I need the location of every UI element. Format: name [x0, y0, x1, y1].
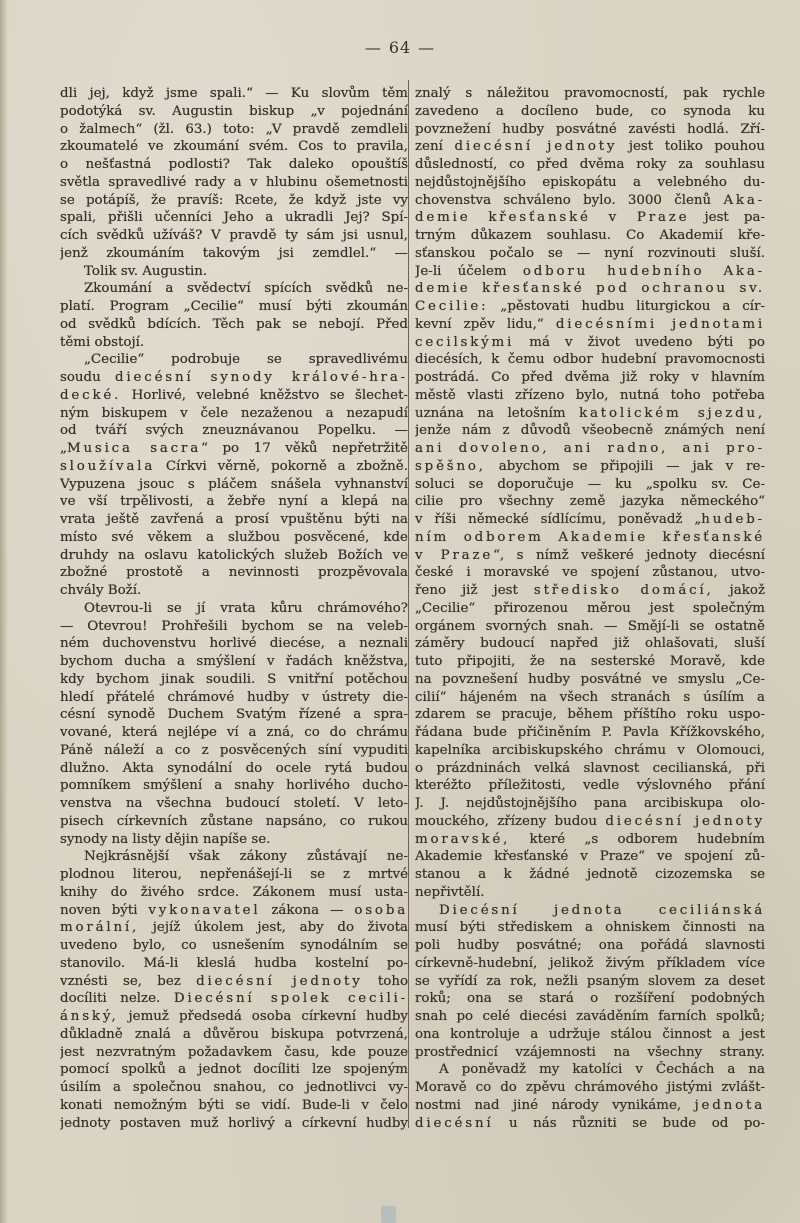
text-line: světla spravedlivé rady a v hlubinu ošemetnosti — [60, 174, 408, 190]
text-line: nejdůstojnějšího episkopátu a velebného du- — [415, 174, 765, 190]
text-line: ném duchovenstvu horlivé diecése, a neznali — [60, 636, 408, 652]
text-line: cilií“ hájeném na všech stranách s úsílím a — [415, 689, 765, 705]
text-line: o nešťastná podlosti? Tak daleko opouštíš — [60, 157, 408, 172]
text-line: církevně-hudební, jelikož živým příkladem více — [415, 955, 765, 971]
text-line: ným biskupem v čele nezaženou a nezapudí — [60, 405, 408, 421]
text-line: kevní zpěv lidu,“ diecésními jednotami — [415, 316, 765, 332]
text-column-left — [60, 85, 408, 1132]
text-line: A poněvadž my katolíci v Čechách a na — [439, 1062, 765, 1078]
text-line: v říši německé sídlícímu, poněvadž „hudeb- — [415, 512, 765, 527]
text-line: od svědků bdících. Těch pak se nebojí. Před — [60, 316, 408, 332]
text-line: uvedeno bylo, co usnešením synodálním se — [60, 938, 408, 953]
text-line: moravské, které „s odborem hudebním — [415, 831, 765, 847]
text-line: chvály Boží. — [60, 583, 142, 598]
text-line: „Cecilie“ přirozenou měrou jest společným — [415, 600, 765, 616]
text-line: cilie pro všechny země jazyka německého“ — [415, 494, 765, 510]
text-line: „Musica sacra“ po 17 věků nepřetržitě — [60, 441, 408, 456]
text-line: ona kontroluje a udržuje stálou činnost a jest — [415, 1026, 765, 1042]
text-line: ním odborem Akademie křesťanské — [415, 529, 765, 545]
text-line: zkoumatelé ve zkoumání svém. Cos to pravila, — [60, 139, 408, 155]
text-line: césní synodě Duchem Svatým řízené a spra- — [60, 707, 408, 723]
text-line: uznána na letošním katolickém sjezdu, — [415, 405, 765, 421]
text-line: soudu diecésní synody králové-hra- — [60, 370, 408, 385]
text-line: dli jej, když jsme spali.“ — Ku slovům těm — [60, 86, 408, 101]
text-line: české i moravské ve spojení zůstanou, utvo- — [415, 565, 765, 581]
text-line: Tolik sv. Augustin. — [84, 263, 208, 279]
text-line: cecilskými má v život uvedeno býti po — [415, 334, 765, 350]
text-line: docíliti nelze. Diecésní spolek cecili- — [60, 991, 408, 1007]
text-line: Je-li účelem odboru hudebního Aka- — [415, 263, 765, 279]
text-line: jenž zkoumáním takovým jsi zemdlel.“ — — [60, 245, 408, 261]
text-line: hledí přátelé chrámové hudby v ústrety die- — [60, 689, 408, 705]
text-line: — Otevrou! Prohřešili bychom se na veleb- — [60, 618, 408, 634]
text-line: decké. Horlivé, velebné kněžstvo se šlechet- — [60, 387, 408, 403]
header-dash: — — [364, 38, 382, 57]
text-line: jest nezvratným požadavkem času, kde pouze — [60, 1044, 408, 1060]
text-line: synody na listy dějin napíše se. — [60, 831, 271, 847]
text-line: platí. Program „Cecilie“ musí býti zkoumán — [60, 299, 408, 314]
text-line: snah po celé diecési zaváděním farních spolků; — [415, 1009, 765, 1024]
text-line: se vyřídí za rok, nežli psaným slovem za deset — [415, 973, 765, 989]
text-line: zdarem se pracuje, během příštího roku uspo- — [415, 707, 765, 723]
text-line: Moravě co do zpěvu chrámového jistými zvlášt- — [415, 1080, 765, 1095]
text-line: pomocí spolků a jednot docíliti lze spojeným — [60, 1062, 408, 1078]
text-line: kapelníka arcibiskupského chrámu v Olomouci, — [415, 742, 765, 758]
text-line: knihy do živého srdce. Zákonem musí usta- — [60, 884, 408, 900]
text-line: na povznešení hudby posvátné ve smyslu „Ce- — [415, 671, 765, 687]
text-line: vznésti se, bez diecésní jednoty toho — [60, 973, 408, 989]
text-line: jenže nám z důvodů všeobecně známých není — [415, 423, 765, 439]
text-line: řeno již jest středisko domácí, jakož — [415, 583, 765, 598]
text-line: Otevrou-li se jí vrata kůru chrámového? — [84, 600, 408, 616]
text-line: trným důkazem souhlasu. Co Akademií kře- — [415, 228, 765, 243]
text-line: ani dovoleno, ani radno, ani pro- — [415, 441, 765, 456]
text-line: postrádá. Co před dvěma již roky v hlavním — [415, 370, 765, 385]
text-column-right — [415, 85, 765, 1132]
text-line: Akademie křesťanské v Praze“ ve spojení zů- — [415, 849, 765, 865]
text-line: vrata ještě zavřená a prosí vpuštěnu býti na — [60, 512, 408, 527]
text-line: záměry budoucí napřed již ohlašovati, sluší — [415, 636, 765, 652]
text-line: „Cecilie“ podrobuje se spravedlivému — [84, 352, 408, 368]
text-line: jednoty postaven muž horlivý a církevní hudby — [60, 1115, 408, 1131]
text-line: stanovilo. Má-li kleslá hudba kostelní po- — [60, 955, 408, 971]
text-line: pomníkem smýšlení a snahy horlivého ducho- — [60, 778, 408, 794]
text-line: zbožné prostotě a nevinnosti prozpěvovala — [60, 565, 408, 581]
scan-artifact — [381, 1206, 396, 1223]
text-line: musí býti střediskem a ohniskem činnosti na — [415, 920, 765, 936]
text-line: noven býti vykonavatel zákona — osoba — [60, 902, 408, 918]
text-line: cích svědků užíváš? V pravdě ty sám jsi usnul, — [60, 228, 408, 243]
page-header — [0, 38, 800, 57]
text-line: ánský, jemuž předsedá osoba církevní hudby — [60, 1009, 408, 1024]
text-line: plodnou literou, nepřenášejí-li se z mrtvé — [60, 867, 408, 882]
text-line: důkladně znalá a důvěrou biskupa potvrzená, — [60, 1026, 408, 1042]
text-line: pisech církevních zůstane napsáno, co rukou — [60, 813, 408, 829]
text-line: zení diecésní jednoty jest toliko pouhou — [415, 139, 765, 155]
text-line: zavedeno a docíleno bude, co synoda ku — [415, 103, 765, 119]
text-line: poli hudby posvátné; ona pořádá slavnosti — [415, 938, 765, 953]
text-line: spěšno, abychom se připojili — jak v re- — [415, 458, 765, 474]
text-line: stanou a k žádné jednotě cizozemska se — [415, 867, 765, 882]
text-line: konati nemožným býti se vidí. Bude-li v čelo — [60, 1097, 408, 1113]
text-line: Páně náleží a co z posvěcených síní vypuditi — [60, 742, 408, 758]
text-line: místo své věkem a službou posvěcené, kde — [60, 529, 408, 545]
text-line: diecésní u nás různiti se bude od po- — [415, 1115, 765, 1131]
text-line: se potápíš, že pravíš: Rcete, že když jste vy — [60, 192, 408, 208]
page-gutter-shadow — [0, 0, 8, 1223]
text-line: nostmi nad jiné národy vynikáme, jednota — [415, 1097, 765, 1113]
text-line: demie křesťanské v Praze jest pa- — [415, 210, 765, 226]
header-dash: — — [418, 38, 436, 57]
text-line: nepřivtělí. — [415, 884, 485, 900]
text-line: povznežení hudby posvátné zavésti hodlá. Zří- — [415, 121, 765, 137]
text-line: venstva na všechna budoucí století. V leto- — [60, 796, 408, 811]
text-line: Zkoumání a svědectví spících svědků ne- — [84, 281, 408, 297]
text-line: městě vlasti zřízeno bylo, nutná toho potřeba — [415, 387, 765, 403]
text-line: v Praze“, s nímž veškeré jednoty diecésní — [415, 547, 765, 563]
text-line: o žalmech“ (žl. 63.) toto: „V pravdě zemdleli — [60, 121, 408, 137]
text-line: chovenstva schváleno bylo. 3000 členů Aka- — [415, 192, 765, 208]
text-line: soluci se doporučuje — ku „spolku sv. Ce- — [415, 476, 765, 492]
text-line: morální, jejíž úkolem jest, aby do života — [60, 920, 408, 936]
text-line: o prázdninách velká slavnost cecilianská, při — [415, 760, 765, 776]
text-line: sloužívala Církvi věrně, pokorně a zbožně. — [60, 458, 408, 474]
text-line: úsilím a společnou snahou, co jednotlivci vy- — [60, 1080, 408, 1095]
text-line: druhdy na oslavu katolických služeb Božích ve — [60, 547, 408, 563]
text-line: ve vší trpělivosti, a žebře nyní a klepá na — [60, 494, 408, 510]
text-line: prostřednicí vzájemnosti na všechny strany. — [415, 1044, 765, 1060]
text-line: kdy bychom jinak soudili. S vnitřní potěchou — [60, 671, 408, 687]
text-line: mouckého, zřízeny budou diecésní jednoty — [415, 813, 765, 829]
page-number: 64 — [388, 38, 412, 57]
text-line: spali, přišli učenníci Jeho a ukradli Jej? Spí- — [60, 210, 408, 226]
text-line: důsledností, co před dvěma roky za souhlasu — [415, 157, 765, 172]
text-line: řádana bude přičiněním P. Pavla Křížkovského, — [415, 725, 765, 740]
text-line: Cecilie: „pěstovati hudbu liturgickou a cír- — [415, 299, 765, 314]
text-line: znalý s náležitou pravomocností, pak rychle — [415, 86, 765, 101]
text-line: demie křesťanské pod ochranou sv. — [415, 281, 765, 297]
text-line: Diecésní jednota ceciliánská — [439, 902, 765, 918]
text-line: tuto připojiti, že na sesterské Moravě, kde — [415, 654, 765, 669]
text-line: dlužno. Akta synodální do ocele rytá budou — [60, 760, 408, 776]
text-line: vované, která nejlépe ví a zná, co do chrámu — [60, 725, 408, 740]
text-line: sťanskou počalo se — nyní rozvinouti sluší. — [415, 245, 765, 261]
text-line: těmi obstojí. — [60, 334, 145, 350]
text-line: diecésích, k čemu odbor hudební pravomocnosti — [415, 352, 765, 368]
text-line: bychom ducha a smýšlení v řadách kněžstva, — [60, 654, 408, 669]
text-line: kteréžto příležitosti, vedle výslovného přání — [415, 778, 765, 794]
text-line: Vypuzena jsouc s pláčem snášela vyhnanství — [60, 476, 408, 492]
column-divider — [408, 80, 409, 1128]
text-line: od tváří svých zneuznávanou Popelku. — — [60, 423, 408, 439]
text-line: roků; ona se stará o rozšíření podobných — [415, 991, 765, 1007]
text-line: J. J. nejdůstojnějšího pana arcibiskupa olo- — [415, 796, 765, 811]
text-line: Nejkrásnější však zákony zůstávají ne- — [84, 849, 408, 865]
text-line: orgánem svorných snah. — Smějí-li se ostatně — [415, 618, 765, 634]
text-line: podotýká sv. Augustin biskup „v pojednání — [60, 103, 408, 119]
